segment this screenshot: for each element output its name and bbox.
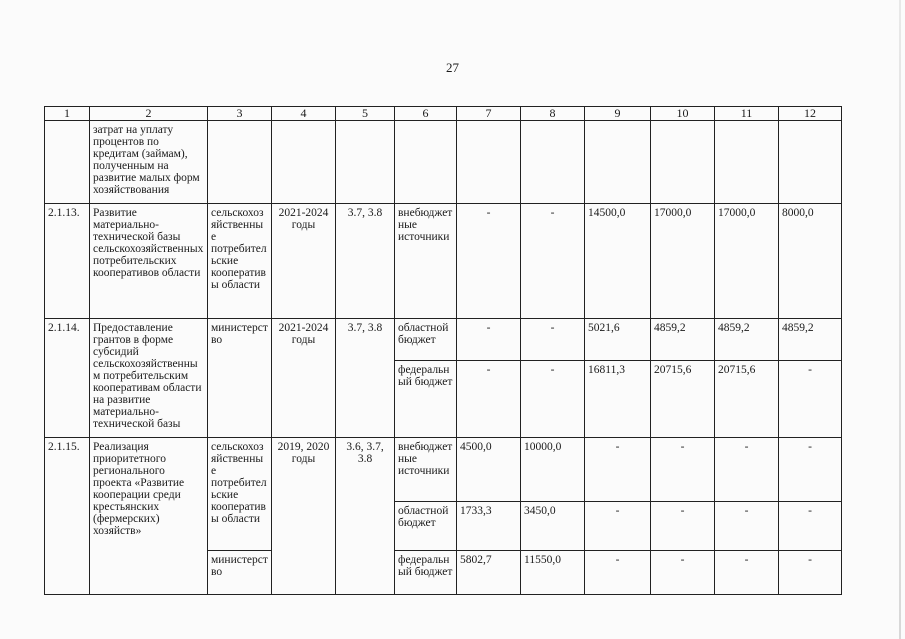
value-cell: - (779, 438, 842, 502)
value-cell: 5802,7 (457, 551, 521, 595)
value-cell: - (457, 204, 521, 319)
value-cell: - (585, 551, 651, 595)
value-cell: 16811,3 (585, 361, 651, 438)
funding-source: областной бюджет (395, 319, 457, 361)
value-cell: 5021,6 (585, 319, 651, 361)
header-cell: 9 (585, 107, 651, 121)
header-cell: 12 (779, 107, 842, 121)
value-cell: - (585, 438, 651, 502)
value-cell: - (779, 502, 842, 551)
goal-ref: 3.7, 3.8 (336, 204, 395, 319)
value-cell: - (651, 502, 715, 551)
measure-name: Реализация приоритетного регионального проекта «Развитие кооперации среди крестьянских (фермерских) хозяйств» (90, 438, 208, 595)
header-cell: 6 (395, 107, 457, 121)
value-cell: - (779, 361, 842, 438)
value-cell: - (779, 551, 842, 595)
measure-name: Развитие материально-технической базы сельскохозяйственных потребительских кооперативов области (90, 204, 208, 319)
funding-source: областной бюджет (395, 502, 457, 551)
value-cell: 4859,2 (779, 319, 842, 361)
page-number: 27 (446, 60, 459, 75)
executor: министерство (208, 551, 272, 595)
value-cell: 3450,0 (521, 502, 585, 551)
value-cell: 20715,6 (715, 361, 779, 438)
executor: министерство (208, 319, 272, 438)
value-cell: 8000,0 (779, 204, 842, 319)
value-cell: - (715, 551, 779, 595)
item-number: 2.1.14. (45, 319, 90, 438)
value-cell: - (715, 502, 779, 551)
header-cell: 3 (208, 107, 272, 121)
table-row (45, 438, 842, 502)
header-cell: 7 (457, 107, 521, 121)
table-row (45, 319, 842, 361)
header-row (45, 107, 842, 121)
executor: сельскохозяйственные потребительские кооперативы области (208, 204, 272, 319)
executor: сельскохозяйственные потребительские кооперативы области (208, 438, 272, 551)
item-number: 2.1.15. (45, 438, 90, 595)
table-row (45, 121, 842, 204)
value-cell: - (651, 438, 715, 502)
value-cell: - (457, 319, 521, 361)
value-cell: 4500,0 (457, 438, 521, 502)
value-cell: - (521, 204, 585, 319)
value-cell: 14500,0 (585, 204, 651, 319)
header-cell: 5 (336, 107, 395, 121)
years: 2019, 2020 годы (272, 438, 336, 595)
table-row (45, 204, 842, 319)
item-number: 2.1.13. (45, 204, 90, 319)
value-cell: - (521, 319, 585, 361)
value-cell: 1733,3 (457, 502, 521, 551)
header-cell: 11 (715, 107, 779, 121)
value-cell: - (457, 361, 521, 438)
measure-name: затрат на уплату процентов по кредитам (займам), полученным на развитие малых форм хозяйствования (90, 121, 208, 204)
value-cell: 17000,0 (651, 204, 715, 319)
header-cell: 1 (45, 107, 90, 121)
funding-source: федеральный бюджет (395, 361, 457, 438)
header-cell: 10 (651, 107, 715, 121)
program-table (44, 106, 842, 595)
years: 2021-2024 годы (272, 204, 336, 319)
value-cell: - (651, 551, 715, 595)
value-cell: 20715,6 (651, 361, 715, 438)
value-cell: 11550,0 (521, 551, 585, 595)
value-cell: 17000,0 (715, 204, 779, 319)
header-cell: 2 (90, 107, 208, 121)
value-cell: - (585, 502, 651, 551)
header-cell: 4 (272, 107, 336, 121)
header-cell: 8 (521, 107, 585, 121)
value-cell: - (715, 438, 779, 502)
funding-source: федеральный бюджет (395, 551, 457, 595)
value-cell: 10000,0 (521, 438, 585, 502)
value-cell: 4859,2 (651, 319, 715, 361)
funding-source: внебюджетные источники (395, 438, 457, 502)
years: 2021-2024 годы (272, 319, 336, 438)
goal-ref: 3.6, 3.7, 3.8 (336, 438, 395, 595)
goal-ref: 3.7, 3.8 (336, 319, 395, 438)
funding-source: внебюджетные источники (395, 204, 457, 319)
page-edge-shadow (899, 0, 901, 639)
measure-name: Предоставление грантов в форме субсидий сельскохозяйственным потребительским кооперативам области на развитие материально-технической базы (90, 319, 208, 438)
value-cell: 4859,2 (715, 319, 779, 361)
value-cell: - (521, 361, 585, 438)
